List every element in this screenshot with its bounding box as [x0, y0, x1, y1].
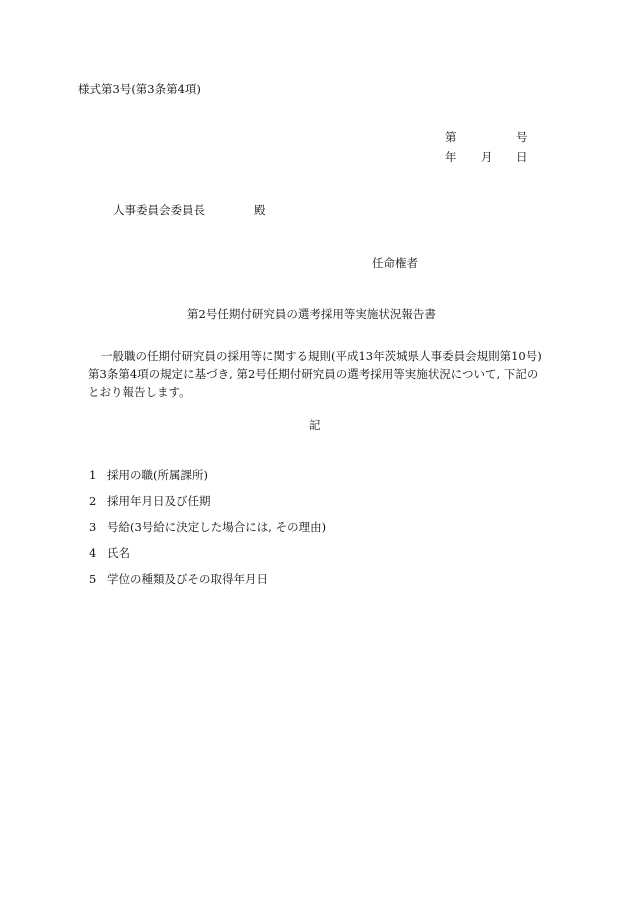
date-year-label: 年	[445, 150, 457, 164]
document-title: 第2号任期付研究員の選考採用等実施状況報告書	[187, 307, 436, 321]
item-number: 5	[89, 572, 97, 586]
item-number: 3	[89, 520, 97, 534]
item-text: 号給(3号給に決定した場合には, その理由)	[107, 520, 327, 534]
item-number: 2	[89, 494, 97, 508]
list-item	[89, 574, 268, 586]
list-item	[89, 548, 130, 560]
list-item	[89, 522, 326, 534]
date-month-label: 月	[481, 150, 493, 164]
body-line: とおり報告します。	[88, 385, 191, 399]
item-text: 氏名	[107, 546, 130, 560]
list-item	[89, 496, 211, 508]
item-number: 1	[89, 468, 97, 482]
document-number-suffix: 号	[516, 130, 528, 144]
body-line: 一般職の任期付研究員の採用等に関する規則(平成13年茨城県人事委員会規則第10号)	[101, 349, 542, 363]
addressee-name: 人事委員会委員長	[113, 203, 205, 217]
form-label: 様式第3号(第3条第4項)	[78, 82, 201, 96]
list-item	[89, 470, 208, 482]
addressee-honorific: 殿	[254, 203, 266, 217]
item-text: 採用の職(所属課所)	[107, 468, 208, 482]
item-number: 4	[89, 546, 97, 560]
item-text: 学位の種類及びその取得年月日	[107, 572, 268, 586]
item-text: 採用年月日及び任期	[107, 494, 211, 508]
body-line: 第3条第4項の規定に基づき, 第2号任期付研究員の選考採用等実施状況について, 下記の	[88, 367, 539, 381]
date-day-label: 日	[516, 150, 528, 164]
sender-name: 任命権者	[372, 256, 418, 270]
document-number-prefix: 第	[445, 130, 457, 144]
ki-heading: 記	[309, 418, 321, 432]
